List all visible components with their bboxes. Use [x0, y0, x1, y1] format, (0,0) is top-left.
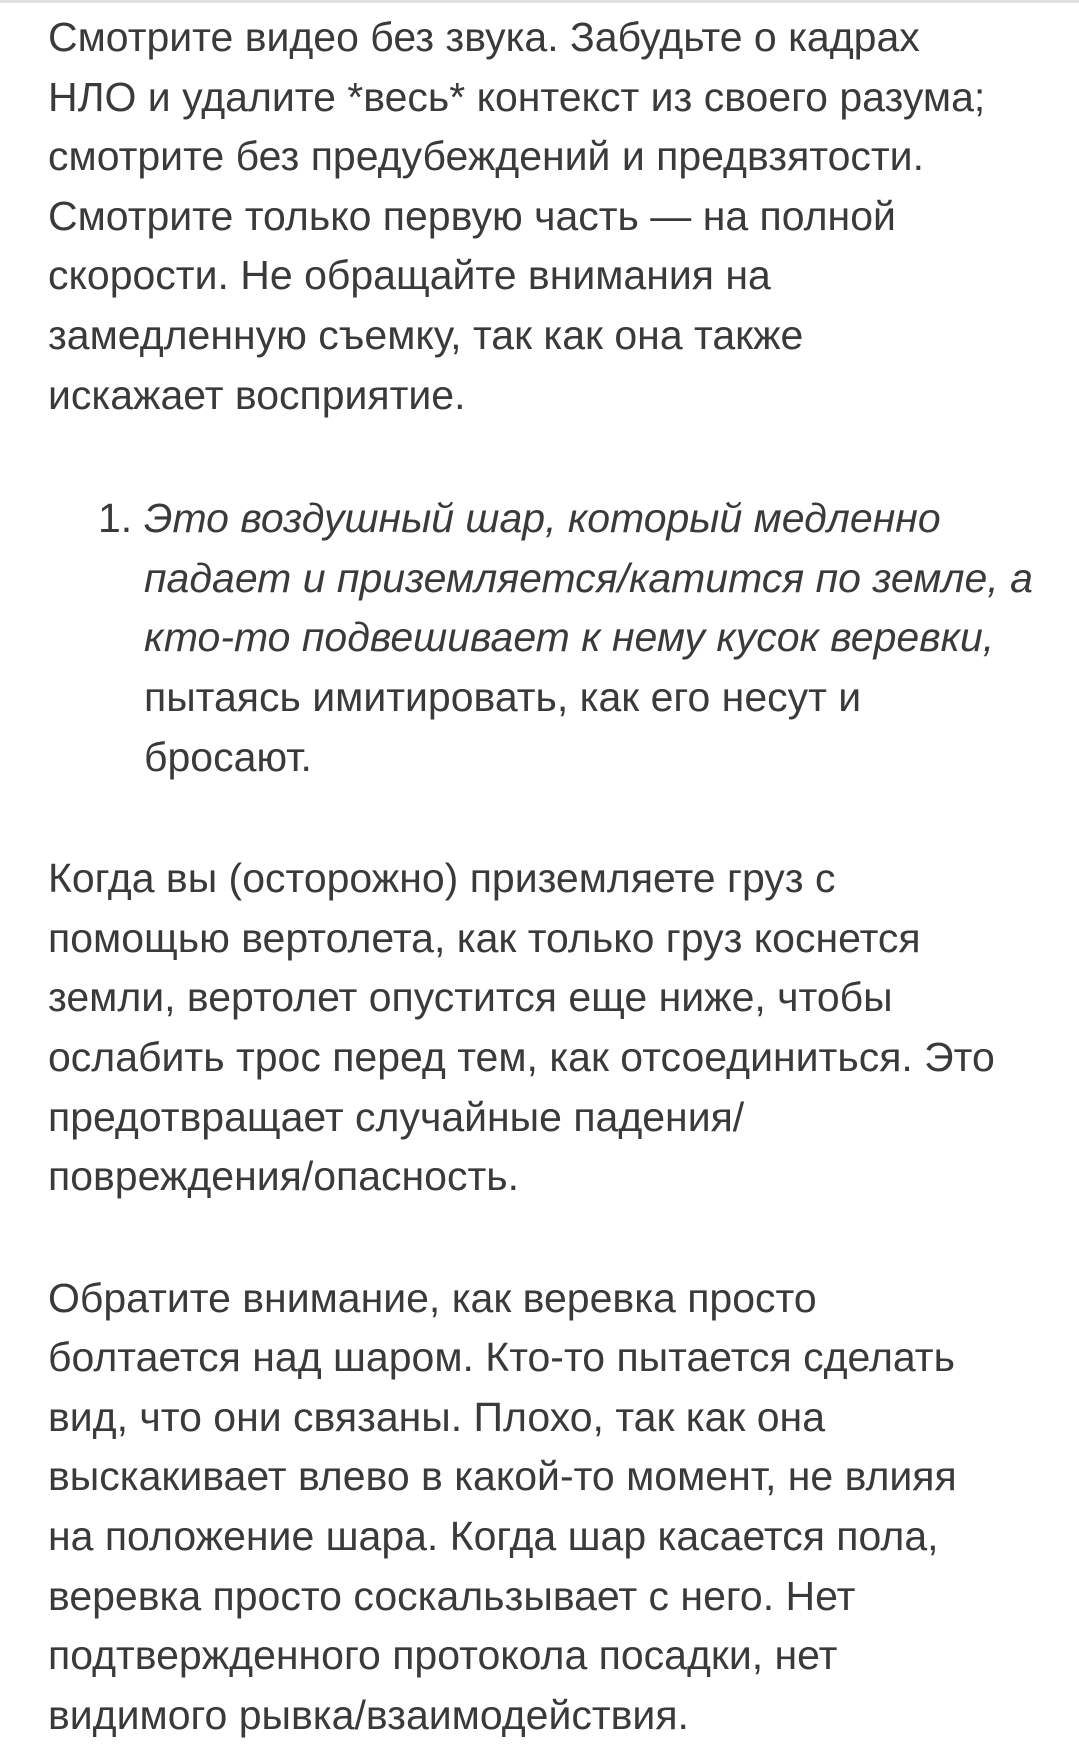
paragraph-rope: Обратите внимание, как веревка просто болтается над шаром. Кто-то пытается сделать вид, что они связаны. Плохо, так как она выскакивает влево в какой-то момент, не влияя на положение шара. Когда шар касается пола, веревка просто соскальзывает с него. Нет подтвержденного протокола посадки, нет видимого рывка/взаимодействия. — [48, 1274, 957, 1738]
paragraph-instructions: Смотрите видео без звука. Забудьте о кадрах НЛО и удалите *весь* контекст из своего разума; смотрите без предубеждений и предвзятости. Смотрите только первую часть — на полной скорости. Не обращайте внимания на замедленную съемку, так как она также искажает восприятие. — [48, 14, 986, 418]
paragraph-helicopter: Когда вы (осторожно) приземляете груз с помощью вертолета, как только груз коснется земли, вертолет опустится еще ниже, чтобы ослабить трос перед тем, как отсоединиться. Это предотвращает случайные падения/ повреждения/опасность. — [48, 855, 995, 1200]
list-item-normal-text: пытаясь имитировать, как его несут и бросают. — [144, 673, 862, 780]
list-item-number: 1. — [98, 495, 133, 542]
list-item — [48, 489, 1048, 787]
numbered-list — [48, 489, 1048, 787]
list-item-text — [144, 495, 1033, 779]
list-item-italic-text: Это воздушный шар, который медленно падает и приземляется/катится по земле, а кто-то подвешивает к нему кусок веревки, — [144, 495, 1033, 661]
top-divider — [0, 0, 1079, 3]
post-body — [48, 8, 1048, 1745]
